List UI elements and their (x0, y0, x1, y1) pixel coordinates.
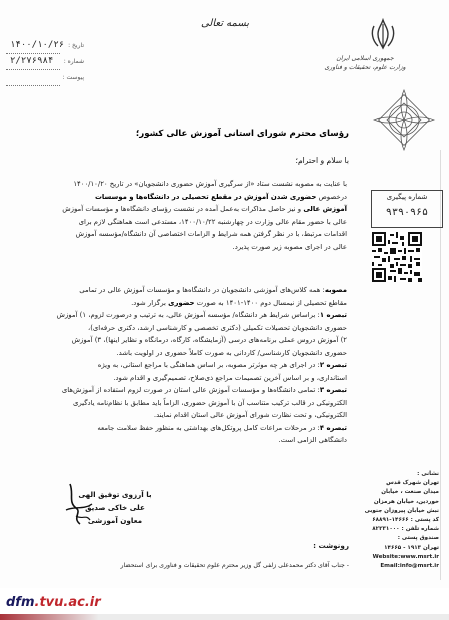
footer-logo-b: .tvu.ac.ir (34, 595, 101, 610)
p2-line1-text: : همه کلاس‌های آموزشی دانشجویان در دانشگاه‌ها و مؤسسات آموزش عالی در تمامی (79, 286, 325, 294)
basmala: بسمه تعالی (200, 18, 250, 29)
p1-line2-pre: درخصوص (316, 192, 347, 201)
note3-line1-text: : تمامی دانشگاه‌ها و مؤسسات آموزش عالی استان در صورت لزوم استفاده از آموزش‌های (61, 386, 320, 394)
p2-line1 (27, 284, 347, 297)
resolution-paragraph (27, 284, 347, 447)
footer-stripe (0, 614, 449, 620)
phone-number: شماره تلفن : ۸۲۲۳۱۰۰۰ (372, 526, 439, 533)
p1-line3 (27, 203, 347, 216)
note2-line1-text: : در اجرای هر چه موثرتر مصوبه، بر اساس هماهنگی با مراجع استانی، به ویژه (97, 361, 320, 369)
note1-line4: حضوری دانشجویان کارشناسی/ کاردانی به صورت کاملاً حضوری در اولویت باشد. (116, 348, 347, 357)
ministry-line2: وزارت علوم، تحقیقات و فناوری (324, 64, 406, 71)
note2-line2: استانداری، و بر اساس آخرین تصمیمات مراجع ذی‌صلاح، تصمیم‌گیری و اقدام شود. (113, 373, 347, 382)
addressee: رؤسای محترم شورای استانی آموزش عالی کشور؛ (135, 129, 349, 139)
p2-line2-post: برگزار شود. (131, 298, 169, 307)
note4-line1 (27, 422, 347, 435)
note1-label: تبصره ۱ (319, 311, 347, 319)
qr-code (372, 232, 422, 282)
ministry-name (305, 54, 425, 72)
note1-line3: ۲) آموزش دروس عملی برنامه‌های درسی (آزمایشگاه، کارگاه، درمانگاه و نظایر اینها)، ۳) آموزش (71, 336, 347, 344)
email-link[interactable]: Email:info@msrt.ir (380, 563, 439, 570)
p2-line2 (27, 297, 347, 310)
note2-label: تبصره ۲ (319, 361, 347, 369)
p1-line4: عالی با حضور مقام عالی وزارت در چهارشنبه ۱۴۰۰/۱۰/۲۲، مستدعی است هماهنگی لازم برای (78, 217, 347, 226)
footer-logo[interactable] (6, 595, 102, 615)
cc-label: رونوشت : (313, 541, 349, 550)
p1-line3-bold: آموزش عالی (303, 205, 347, 213)
date-label: تاریخ : (68, 42, 84, 49)
date-row (4, 42, 84, 56)
number-label: شماره : (63, 58, 84, 65)
p1-line2-bold: حضوری شدن آموزش در مقطع تحصیلی در دانشگاه‌ها و موسسات (94, 192, 317, 201)
address-line3: خوردین، خیابان هرمزان (373, 498, 439, 505)
sign-line1: با آرزوی توفیق الهی (78, 490, 152, 499)
ministry-line1: جمهوری اسلامی ایران (336, 55, 394, 62)
pobox-value: تهران ۱۹۱۳ - ۱۴۶۶۵ (384, 544, 439, 551)
p2-line2-pre: مقاطع تحصیلی از نیمسال دوم ۱۴۰۰-۱۴۰۱ به صورت (194, 298, 347, 307)
letter-meta (4, 36, 84, 86)
note3-line1 (27, 384, 347, 397)
signer-name: علی خاکی صدیق (85, 503, 145, 512)
iran-emblem-icon (368, 18, 398, 50)
cc-item: - جناب آقای دکتر محمدعلی زلفی گل وزیر محترم علوم تحقیقات و فناوری برای استحضار (120, 562, 349, 569)
signature-block (60, 488, 170, 527)
address-line2: میدان صنعت ، خیابان (381, 489, 439, 496)
intro-paragraph (27, 178, 347, 253)
note1-line1 (27, 309, 347, 322)
attachment-row (4, 74, 84, 88)
note1-line2: حضوری دانشجویان تحصیلات تکمیلی (دکتری تخصصی و کارشناسی ارشد، دکتری حرفه‌ای)، (87, 323, 347, 332)
address-label: نشانی : (417, 471, 439, 477)
p1-line3-rest: و نیز حاصل مذاکرات به‌عمل آمده در نشست رؤسای دانشگاه‌ها و مؤسسات آموزش (62, 205, 304, 213)
number-row (4, 58, 84, 72)
address-line1: تهران شهرک قدس (386, 480, 439, 487)
footer-logo-a: dfm (6, 595, 35, 610)
ornament-icon (370, 88, 438, 152)
pobox-label: صندوق پستی : (397, 535, 439, 542)
p1-line6: عالی در اجرای مصوبه زیر صورت پذیرد. (232, 242, 347, 251)
contact-info (351, 470, 439, 571)
greeting: با سلام و احترام؛ (295, 156, 349, 165)
note3-line3: الکترونیکی، و تحت نظارت شورای آموزش عالی استان اقدام نمایند. (153, 411, 347, 419)
note3-label: تبصره ۳ (319, 386, 347, 394)
p1-line1: با عنایت به مصوبه نشست ستاد «از سرگیری آموزش حضوری دانشجویان» در تاریخ ۱۴۰۰/۱۰/۲۰ (73, 180, 347, 188)
address-line4: نبش خیابان پیروزان جنوبی (364, 507, 439, 514)
tracking-number: ۹۳۹۰۹۶۵ (385, 207, 429, 218)
p1-line2 (27, 191, 347, 204)
note4-line1-text: : در مرحلات مراعات کامل پروتکل‌های بهداشتی به منظور حفظ سلامت جامعه (97, 423, 320, 432)
tracking-label: شماره پیگیری (386, 193, 428, 201)
attachment-label: پیوست : (62, 74, 84, 81)
note4-label: تبصره ۴ (319, 423, 347, 432)
date-value: ۱۴۰۰/۱۰/۲۶ (10, 40, 65, 50)
note2-line1 (27, 359, 347, 372)
note3-line2: الکترونیکی در قالب ترکیب متناسب آن با آموزش حضوری، الزاماً باید مطابق با نظام‌نامه یادگیری (72, 398, 347, 407)
signer-title: معاون آموزشی (87, 516, 143, 525)
p1-line5: اقدامات مرتبط، با در نظر گرفتن همه شرایط و الزامات اختصاصی آن دانشگاه/مؤسسه آموزش (75, 230, 347, 238)
tracking-box (371, 190, 443, 228)
postal-code: کد پستی : ۱۴۶۶۶-۶۸۸۹۱ (372, 517, 439, 524)
number-value: ۲/۲۷۶۹۸۴ (10, 56, 54, 66)
p2-line2-bold: حضوری (168, 298, 195, 307)
note1-line1-text: : براساس شرایط هر دانشگاه/ مؤسسه آموزش عالی، به ترتیب و درصورت لزوم، ۱) آموزش (56, 311, 320, 319)
note4-line2: دانشگاهی الزامی است. (278, 436, 347, 444)
resolution-label: مصوبه (324, 286, 347, 294)
website-link[interactable]: Website:www.msrt.ir (372, 553, 439, 560)
